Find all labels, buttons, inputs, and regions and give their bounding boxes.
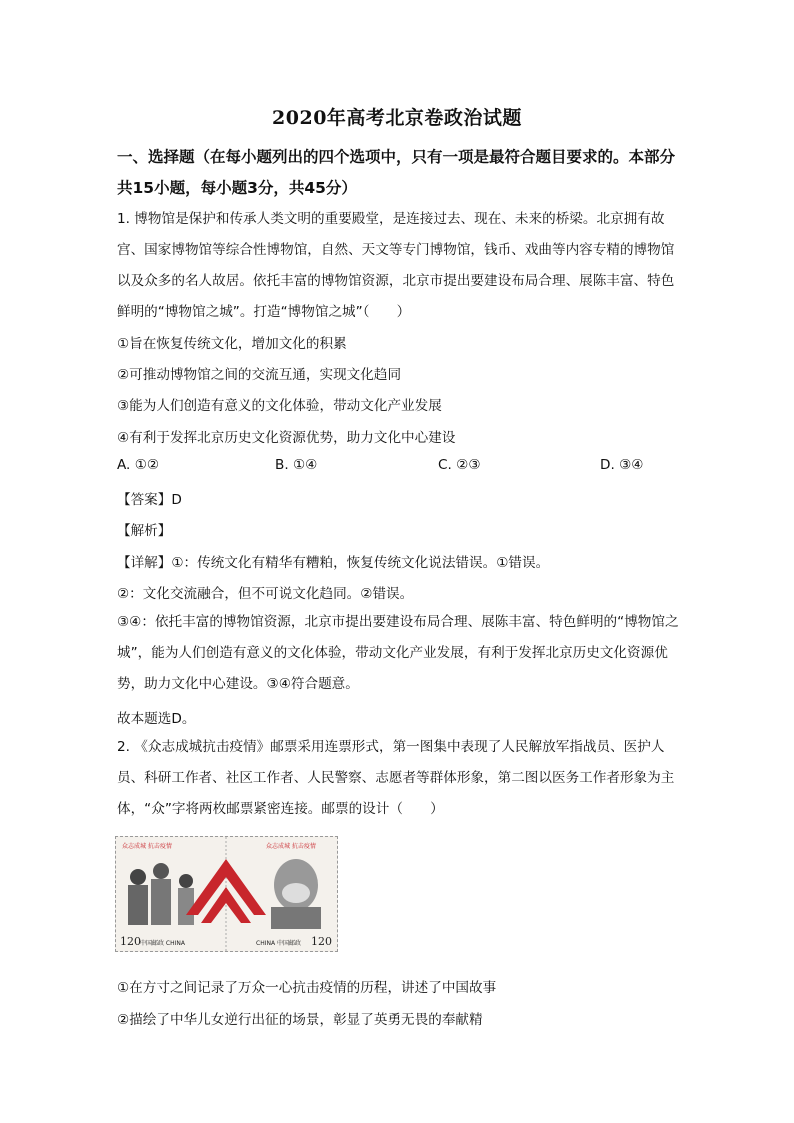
q1-option-c: C. ②③	[438, 457, 481, 473]
q1-statement-1: ①旨在恢复传统文化，增加文化的积累	[117, 336, 347, 352]
question-1-stem: 1. 博物馆是保护和传承人类文明的重要殿堂，是连接过去、现在、未来的桥梁。北京拥有故宫、国家博物馆等综合性博物馆，自然、天文等专门博物馆，钱币、戏曲等内容专精的博物馆以及众多的名人故居。依托丰富的博物馆资源，北京市提出要建设布局合理、展陈丰富、特色鲜明的“博物馆之城”。打造“博物馆之城”（ ）	[117, 211, 675, 320]
stamp-header-right: 众志成城 抗击疫情	[266, 843, 316, 850]
stamp-value-left: 120	[120, 935, 141, 948]
q1-detail-2: ②：文化交流融合，但不可说文化趋同。②错误。	[117, 586, 414, 602]
stamp-country-left: 中国邮政 CHINA	[140, 940, 185, 947]
question-2-stem: 2. 《众志成城抗击疫情》邮票采用连票形式，第一图集中表现了人民解放军指战员、医护人员、科研工作者、社区工作者、人民警察、志愿者等群体形象，第二图以医务工作者形象为主体，“众”字将两枚邮票紧密连接。邮票的设计（ ）	[117, 739, 675, 817]
q1-option-b: B. ①④	[275, 457, 318, 473]
q1-statement-3: ③能为人们创造有意义的文化体验，带动文化产业发展	[117, 398, 442, 414]
q1-answer: 【答案】D	[117, 492, 182, 508]
stamp-value-right: 120	[311, 935, 332, 948]
section-heading: 一、选择题（在每小题列出的四个选项中，只有一项是最符合题目要求的。本部分共15小题，每小题3分，共45分）	[117, 148, 676, 197]
q1-detail-3: ③④：依托丰富的博物馆资源，北京市提出要建设布局合理、展陈丰富、特色鲜明的“博物馆之城”，能为人们创造有意义的文化体验，带动文化产业发展，有利于发挥北京历史文化资源优势，助力文化中心建设。③④符合题意。	[117, 614, 679, 692]
q1-detail-1: 【详解】①：传统文化有精华有糟粕，恢复传统文化说法错误。①错误。	[117, 555, 550, 571]
q1-option-a: A. ①②	[117, 457, 160, 473]
stamp-header-left: 众志成城 抗击疫情	[122, 843, 172, 850]
q2-statement-2: ②描绘了中华儿女逆行出征的场景，彰显了英勇无畏的奉献精	[117, 1012, 483, 1028]
page-title: 2020年高考北京卷政治试题	[272, 107, 522, 129]
q2-statement-1: ①在方寸之间记录了万众一心抗击疫情的历程，讲述了中国故事	[117, 980, 497, 996]
stamp-image	[115, 836, 338, 952]
q1-analysis-heading: 【解析】	[117, 523, 172, 539]
q1-option-d: D. ③④	[600, 457, 644, 473]
q1-statement-2: ②可推动博物馆之间的交流互通，实现文化趋同	[117, 367, 402, 383]
stamp-country-right: CHINA 中国邮政	[256, 940, 301, 947]
q1-conclusion: 故本题选D。	[117, 711, 196, 727]
q1-statement-4: ④有利于发挥北京历史文化资源优势，助力文化中心建设	[117, 430, 456, 446]
stamp-illustration	[116, 837, 337, 951]
